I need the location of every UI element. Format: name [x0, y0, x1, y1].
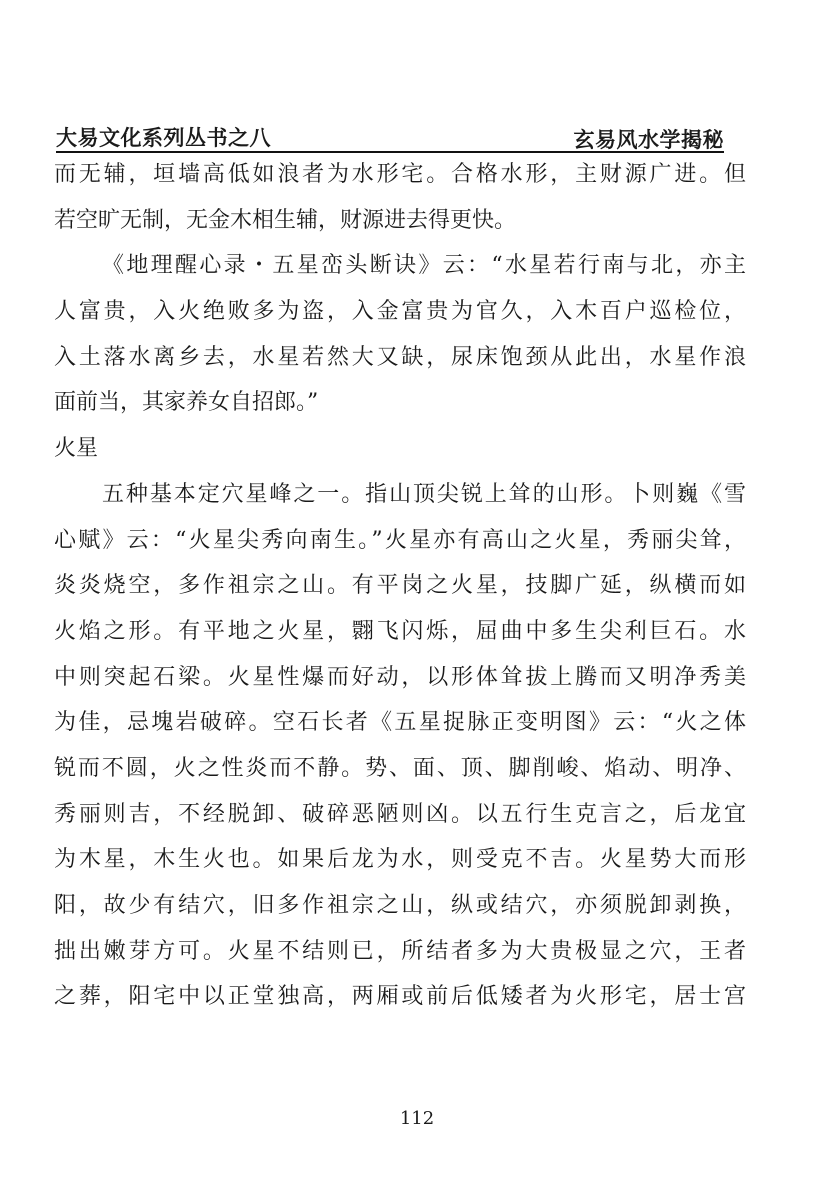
page-number: 112 — [399, 1108, 435, 1129]
text-line: 秀丽则吉，不经脱卸、破碎恶陋则凶。以五行生克言之，后龙宜 — [54, 801, 746, 827]
body-text — [54, 152, 746, 1020]
text-line: 锐而不圆，火之性炎而不静。势、面、顶、脚削峻、焰动、明净、 — [54, 755, 746, 781]
text-line: 为佳，忌塊岩破碎。空石长者《五星捉脉正变明图》云：“火之体 — [54, 710, 746, 736]
series-title: 大易文化系列丛书之八 — [56, 126, 271, 150]
text-line: 入土落水离乡去，水星若然大又缺，尿床饱颈从此出，水星作浪 — [54, 344, 746, 370]
text-line: 火焰之形。有平地之火星，翾飞闪烁，屈曲中多生尖利巨石。水 — [54, 618, 746, 644]
book-title: 玄易风水学揭秘 — [573, 128, 724, 152]
text-line: 面前当，其家养女自招郎。” — [54, 390, 319, 416]
running-header — [56, 122, 724, 152]
text-line: 之葬，阳宅中以正堂独高，两厢或前后低矮者为火形宅，居士宫 — [54, 984, 746, 1010]
text-line: 人富贵，入火绝败多为盗，入金富贵为官久，入木百户巡检位， — [54, 299, 746, 325]
section-heading: 火星 — [54, 436, 99, 462]
text-line: 若空旷无制，无金木相生辅，财源进去得更快。 — [54, 207, 517, 233]
text-line: 阳，故少有结穴，旧多作祖宗之山，纵或结穴，亦须脱卸剥换， — [54, 893, 746, 918]
text-line: 心赋》云：“火星尖秀向南生。”火星亦有高山之火星，秀丽尖耸， — [54, 527, 746, 553]
text-line: 而无辅，垣墙高低如浪者为水形宅。合格水形，主财源广进。但 — [54, 162, 746, 187]
text-line: 炎炎烧空，多作祖宗之山。有平岗之火星，技脚广延，纵横而如 — [54, 573, 746, 599]
paragraph-first-line: 五种基本定穴星峰之一。指山顶尖锐上耸的山形。卜则巍《雪 — [102, 481, 746, 507]
paragraph-first-line: 《地理醒心录・五星峦头断诀》云：“水星若行南与北，亦主 — [102, 253, 746, 279]
text-line: 中则突起石梁。火星性爆而好动，以形体耸拔上腾而又明净秀美 — [54, 664, 746, 690]
text-line: 为木星，木生火也。如果后龙为水，则受克不吉。火星势大而形 — [54, 847, 746, 873]
text-line: 拙出嫩芽方可。火星不结则已，所结者多为大贵极显之穴，王者 — [54, 938, 746, 964]
